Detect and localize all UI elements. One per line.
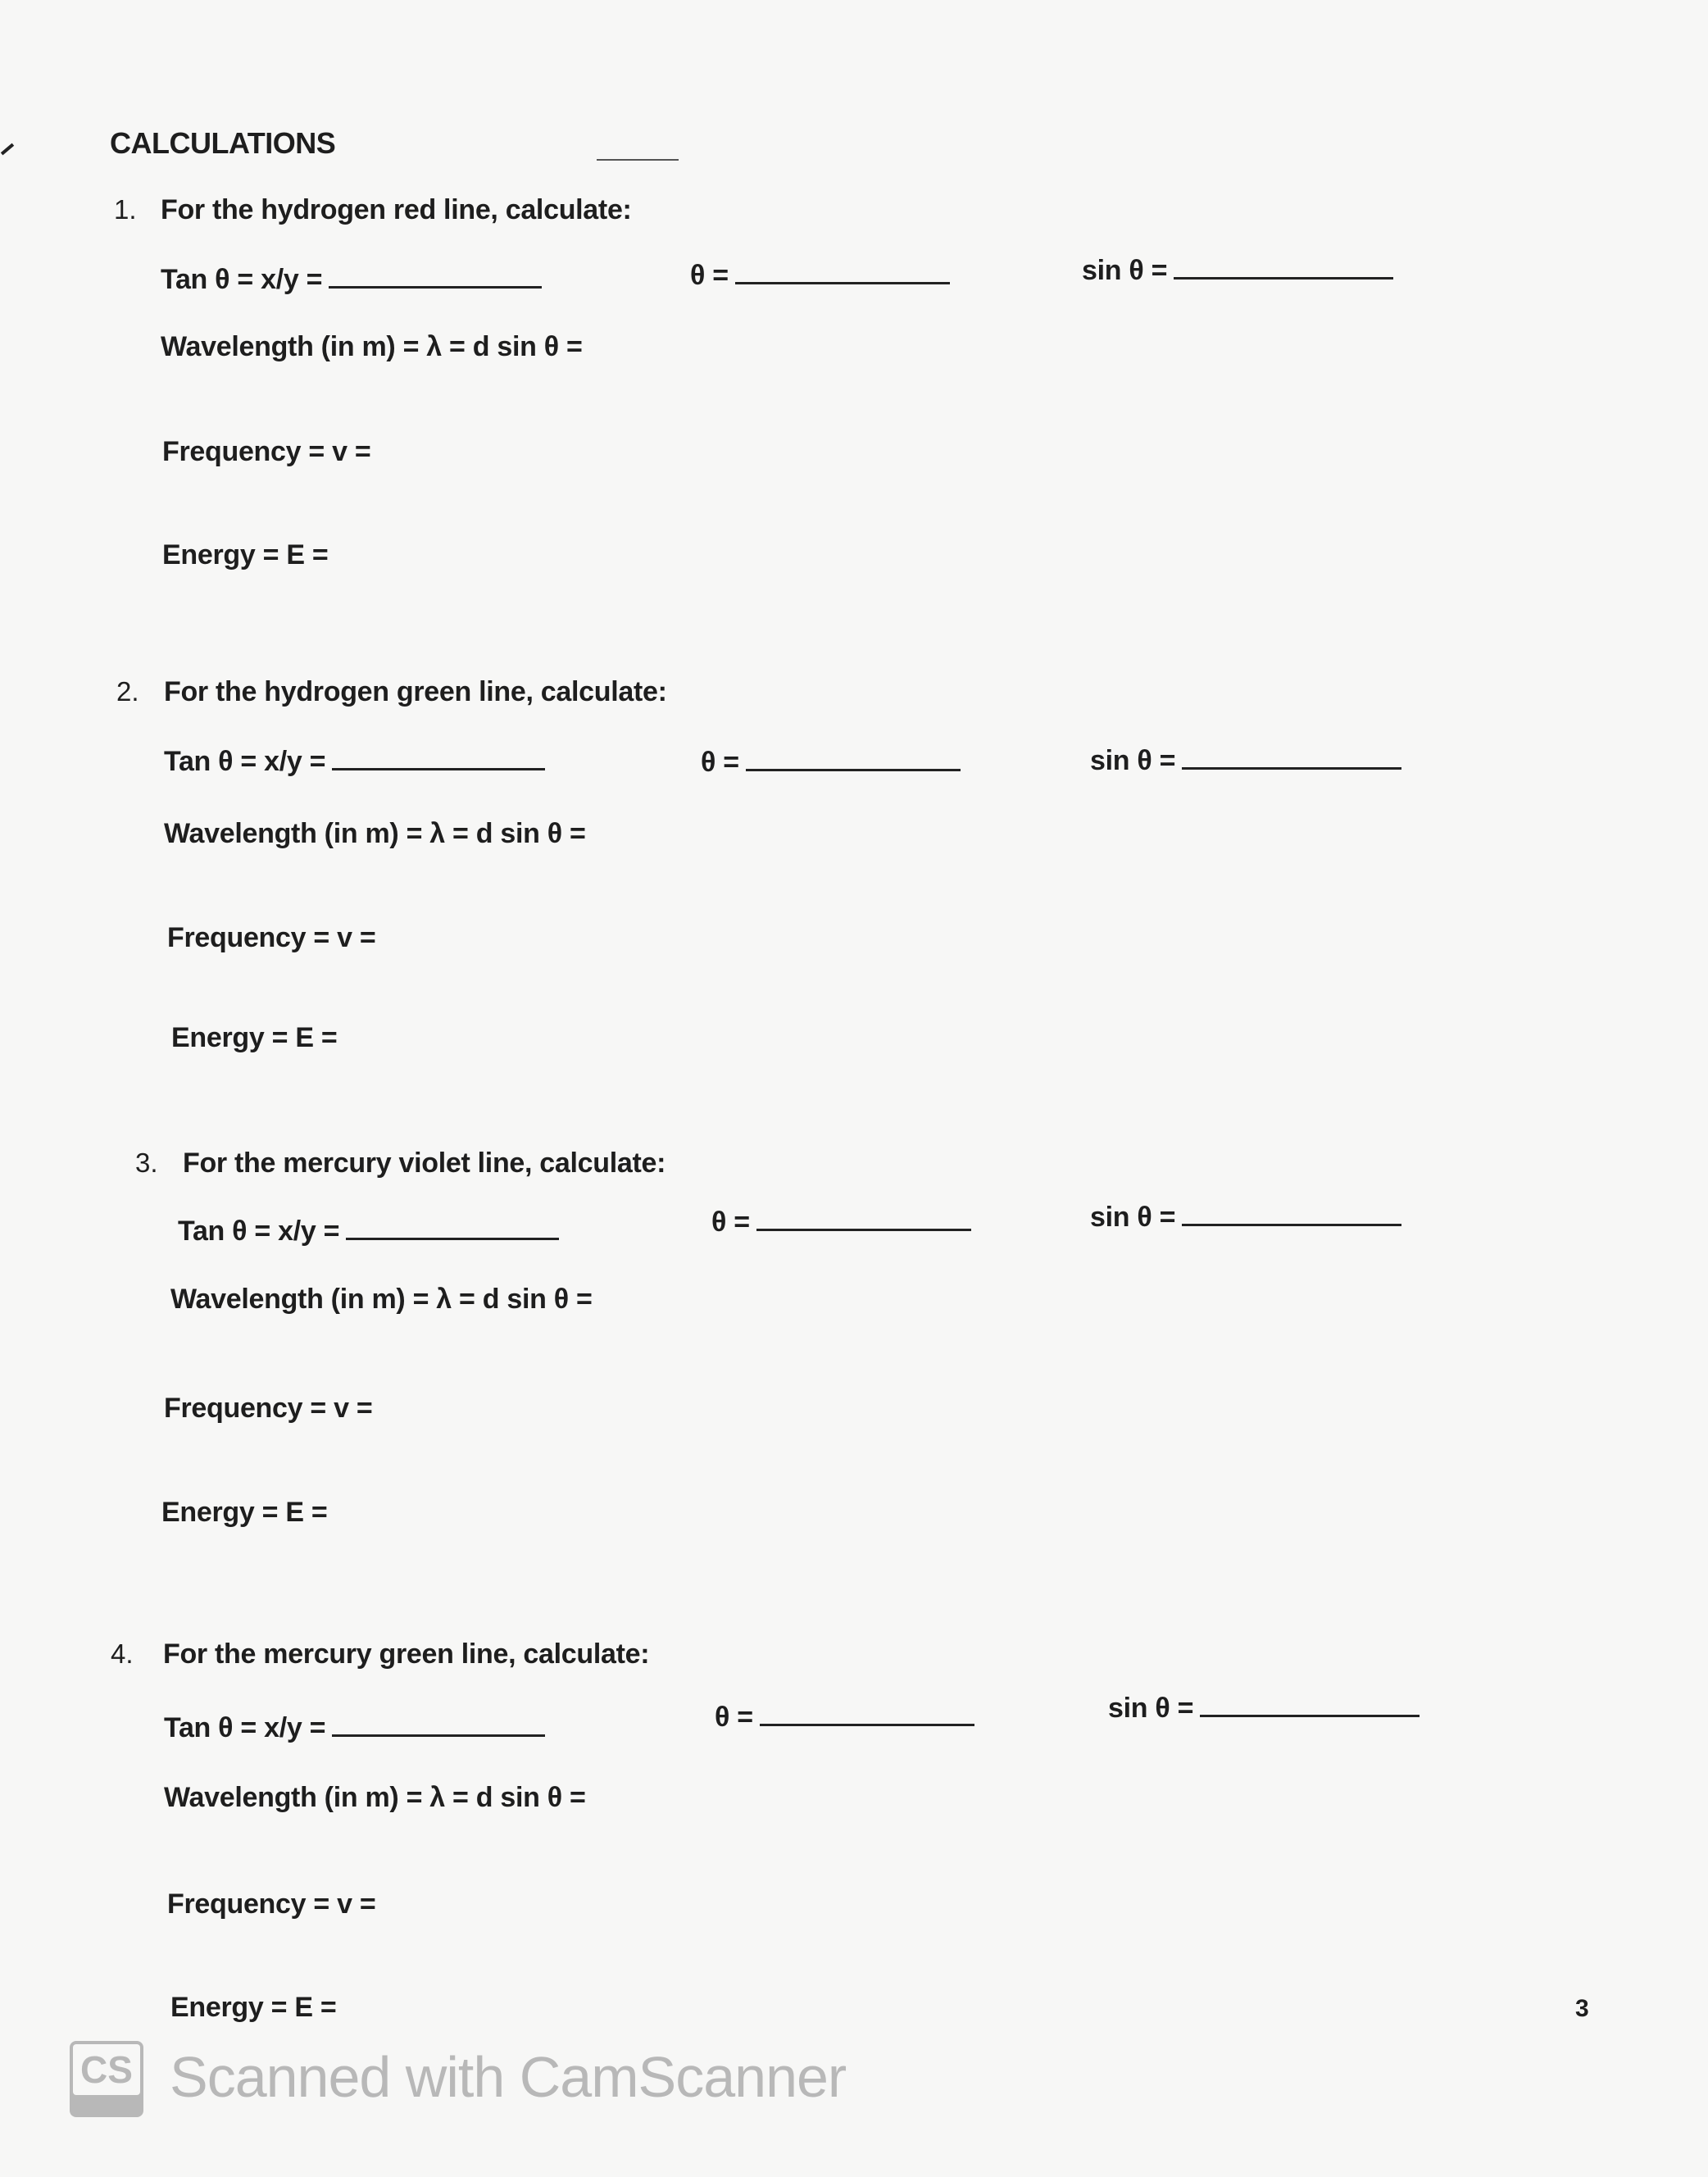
tan-blank[interactable] [329,286,542,289]
wavelength-label: Wavelength (in m) = λ = d sin θ = [164,1782,586,1813]
theta-row [711,1207,971,1238]
frequency-label: Frequency = v = [167,922,376,953]
calc-section-4 [0,1638,1708,2065]
section-heading: For the mercury green line, calculate: [163,1638,650,1670]
sin-row [1108,1693,1420,1725]
wavelength-label: Wavelength (in m) = λ = d sin θ = [164,818,586,849]
sin-label: sin θ = [1082,255,1168,286]
section-number: 4. [111,1638,134,1669]
calc-section-1 [0,194,1708,620]
calc-section-2 [0,676,1708,1102]
logo-text: CS [73,2044,140,2095]
tan-label: Tan θ = x/y = [164,746,326,777]
tan-label: Tan θ = x/y = [164,1712,326,1743]
energy-label: Energy = E = [162,539,329,570]
calc-section-3 [0,1148,1708,1574]
section-heading: For the hydrogen red line, calculate: [161,194,632,225]
theta-row [715,1702,974,1734]
sin-blank[interactable] [1174,277,1393,280]
page-number: 3 [1575,1995,1589,2022]
tan-row [164,1712,545,1744]
camscanner-logo-icon [70,2041,143,2117]
sin-row [1090,745,1401,777]
divider [597,159,679,161]
sin-row [1090,1202,1401,1234]
sin-blank[interactable] [1200,1715,1420,1717]
wavelength-label: Wavelength (in m) = λ = d sin θ = [161,331,583,362]
section-heading: For the mercury violet line, calculate: [183,1148,666,1179]
tan-blank[interactable] [332,1734,545,1737]
theta-label: θ = [690,260,729,291]
tan-row [161,264,542,296]
section-heading: For the hydrogen green line, calculate: [164,676,667,707]
theta-row [701,747,961,779]
tan-row [164,746,545,778]
tan-blank[interactable] [346,1238,559,1240]
theta-label: θ = [701,747,739,778]
wavelength-label: Wavelength (in m) = λ = d sin θ = [170,1284,593,1315]
theta-blank[interactable] [760,1724,974,1726]
theta-row [690,260,950,292]
sin-label: sin θ = [1090,745,1176,776]
sin-label: sin θ = [1090,1202,1176,1233]
energy-label: Energy = E = [171,1022,338,1053]
theta-label: θ = [711,1207,750,1238]
tan-row [178,1216,559,1248]
section-number: 1. [114,194,137,225]
theta-label: θ = [715,1702,753,1733]
page-title: CALCULATIONS [110,126,336,160]
theta-blank[interactable] [735,282,950,284]
watermark-text: Scanned with CamScanner [170,2045,847,2109]
theta-blank[interactable] [746,769,961,771]
sin-row [1082,255,1393,287]
sin-blank[interactable] [1182,767,1401,770]
sin-blank[interactable] [1182,1224,1401,1226]
section-number: 3. [135,1148,158,1178]
section-number: 2. [116,676,139,707]
energy-label: Energy = E = [161,1497,328,1528]
frequency-label: Frequency = v = [164,1393,373,1424]
frequency-label: Frequency = v = [162,436,371,467]
margin-mark [1,143,14,156]
theta-blank[interactable] [756,1229,971,1231]
energy-label: Energy = E = [170,1992,337,2023]
sin-label: sin θ = [1108,1693,1194,1724]
tan-label: Tan θ = x/y = [178,1216,340,1247]
frequency-label: Frequency = v = [167,1888,376,1920]
tan-blank[interactable] [332,768,545,770]
tan-label: Tan θ = x/y = [161,264,323,295]
